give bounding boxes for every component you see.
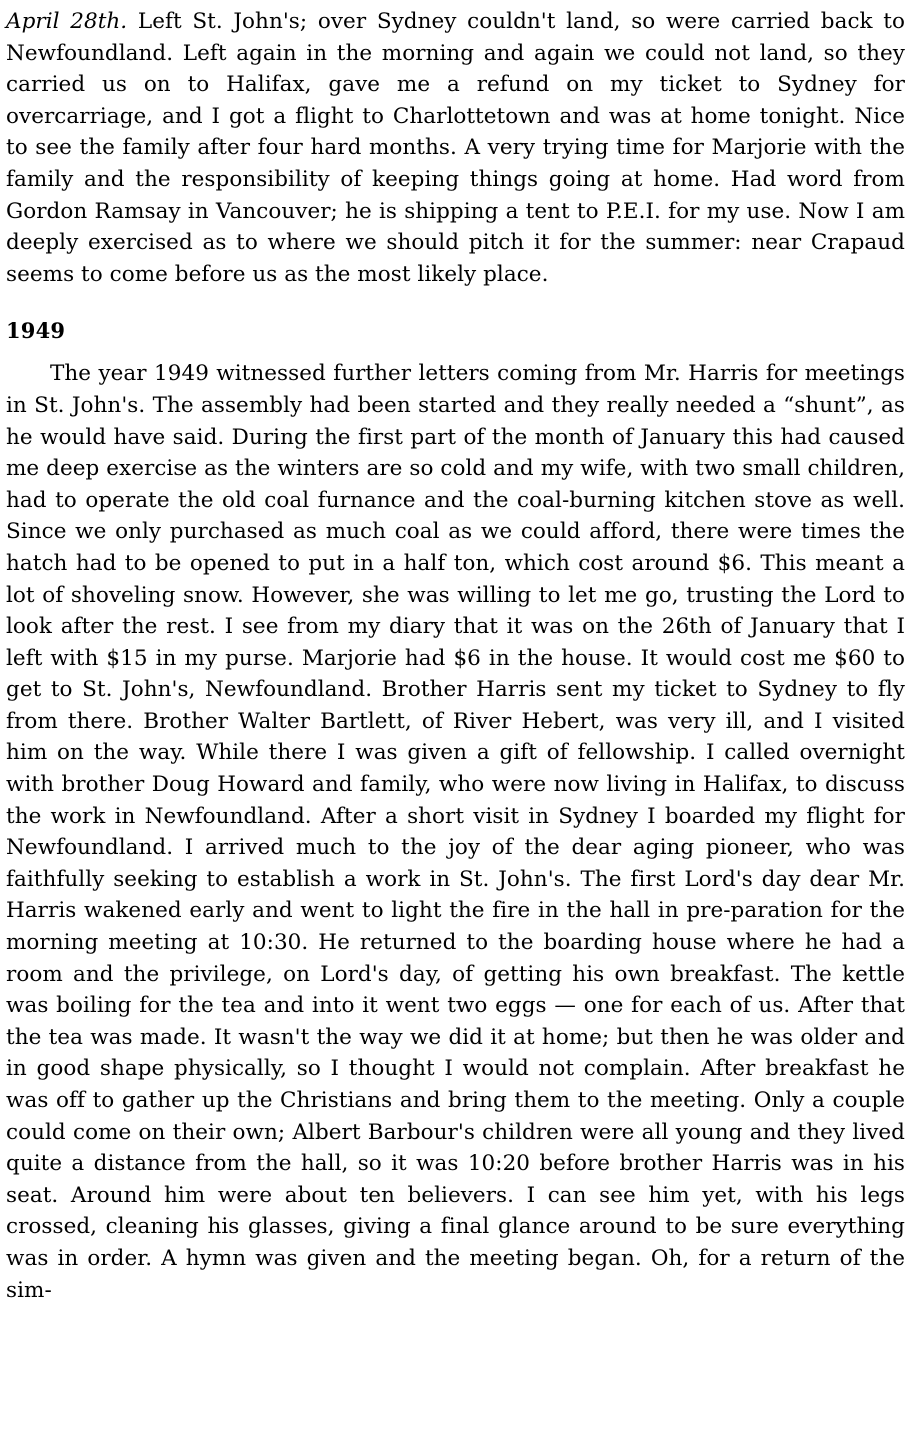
main-narrative-paragraph: The year 1949 witnessed further letters coming from Mr. Harris for meetings in St. John's. The assembly had been started and they really needed a “shunt”, as he would have said. During the first part of the month of January this had caused me deep exercise as the winters are so cold and my wife, with two small children, had to operate the old coal furnance and the coal-burning kitchen stove as well. Since we only purchased as much coal as we could afford, there were times the hatch had to be opened to put in a half ton, which cost around $6. This meant a lot of shoveling snow. However, she was willing to let me go, trusting the Lord to look after the rest. I see from my diary that it was on the 26th of January that I left with $15 in my purse. Marjorie had $6 in the house. It would cost me $60 to get to St. John's, Newfoundland. Brother Harris sent my ticket to Sydney to fly from there. Brother Walter Bartlett, of River Hebert, was very ill, and I visited him on the way. While there I was given a gift of fellowship. I called overnight with brother Doug Howard and family, who were now living in Halifax, to discuss the work in Newfoundland. After a short visit in Sydney I boarded my flight for Newfoundland. I arrived much to the joy of the dear aging pioneer, who was faithfully seeking to establish a work in St. John's. The first Lord's day dear Mr. Harris wakened early and went to light the fire in the hall in pre-paration for the morning meeting at 10:30. He returned to the boarding house where he had a room and the privilege, on Lord's day, of getting his own breakfast. The kettle was boiling for the tea and into it went two eggs — one for each of us. After that the tea was made. It wasn't the way we did it at home; but then he was older and in good shape physically, so I thought I would not complain. After breakfast he was off to gather up the Christians and bring them to the meeting. Only a couple could come on their own; Albert Barbour's children were all young and they lived quite a distance from the hall, so it was 10:20 before brother Harris was in his seat. Around him were about ten believers. I can see him yet, with his legs crossed, cleaning his glasses, giving a final glance around to be sure everything was in order. A hymn was given and the meeting began. Oh, for a return of the sim- [6, 361, 905, 1303]
diary-entry-april-28 [6, 6, 905, 290]
diary-entry-date: April 28th. [6, 9, 128, 34]
diary-entry-body: Left St. John's; over Sydney couldn't land, so were carried back to Newfoundland. Left again in the morning and again we could not land, so they carried us on to Halifax, gave me a refund on my ticket to Sydney for overcarriage, and I got a flight to Charlottetown and was at home tonight. Nice to see the family after four hard months. A very trying time for Marjorie with the family and the responsibility of keeping things going at home. Had word from Gordon Ramsay in Vancouver; he is shipping a tent to P.E.I. for my use. Now I am deeply exercised as to where we should pitch it for the summer: near Crapaud seems to come before us as the most likely place. [6, 9, 905, 287]
section-heading-year: 1949 [6, 318, 66, 344]
